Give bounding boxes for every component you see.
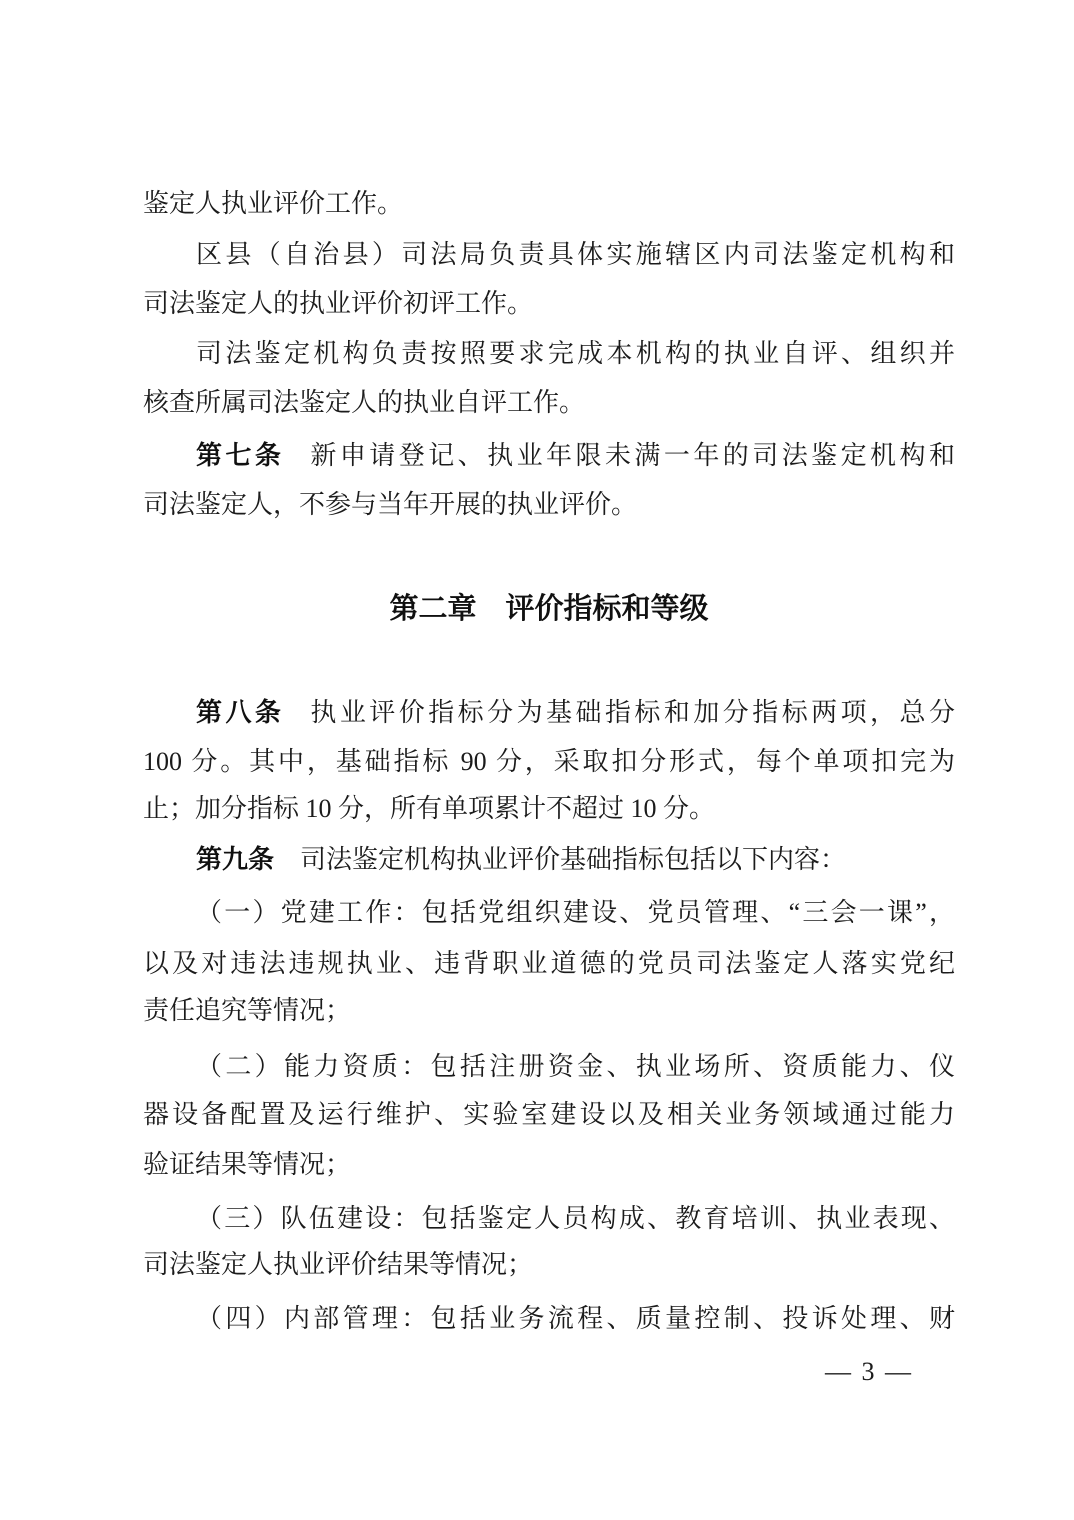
text-line-article-7 bbox=[143, 435, 955, 475]
line-text: 验证结果等情况； bbox=[143, 1150, 352, 1179]
line-text: 以及对违法违规执业、违背职业道德的党员司法鉴定人落实党纪 bbox=[143, 949, 955, 978]
article-label: 第九条 bbox=[196, 844, 275, 874]
line-text: （四）内部管理：包括业务流程、质量控制、投诉处理、财 bbox=[196, 1304, 955, 1333]
line-text: （一）党建工作：包括党组织建设、党员管理、“三会一课”， bbox=[196, 898, 955, 927]
line-text: （三）队伍建设：包括鉴定人员构成、教育培训、执业表现、 bbox=[196, 1204, 955, 1233]
text-line-item-2 bbox=[143, 1047, 955, 1087]
chapter-heading: 第二章 评价指标和等级 bbox=[389, 593, 709, 625]
text-line-article-9 bbox=[143, 839, 955, 879]
line-text: 止；加分指标 10 分，所有单项累计不超过 10 分。 bbox=[143, 794, 716, 823]
text-line bbox=[143, 991, 955, 1031]
text-line-item-1 bbox=[143, 893, 955, 933]
line-text: 区县（自治县）司法局负责具体实施辖区内司法鉴定机构和 bbox=[196, 240, 955, 269]
text-line bbox=[143, 334, 955, 374]
line-text: 鉴定人执业评价工作。 bbox=[143, 189, 404, 218]
line-text: 100 分。其中，基础指标 90 分，采取扣分形式，每个单项扣完为 bbox=[143, 747, 955, 776]
text-line bbox=[143, 383, 955, 423]
article-label: 第七条 bbox=[196, 440, 285, 470]
line-text: （二）能力资质：包括注册资金、执业场所、资质能力、仪 bbox=[196, 1052, 955, 1081]
text-line bbox=[143, 184, 955, 224]
line-text: 新申请登记、执业年限未满一年的司法鉴定机构和 bbox=[310, 441, 955, 470]
line-text: 器设备配置及运行维护、实验室建设以及相关业务领域通过能力 bbox=[143, 1100, 955, 1129]
line-text: 司法鉴定人执业评价结果等情况； bbox=[143, 1250, 534, 1279]
text-line bbox=[143, 284, 955, 324]
page-number: — 3 — bbox=[825, 1357, 913, 1386]
line-text: 核查所属司法鉴定人的执业自评工作。 bbox=[143, 388, 586, 417]
text-line-article-8 bbox=[143, 692, 955, 732]
line-text: 执业评价指标分为基础指标和加分指标两项，总分 bbox=[310, 698, 955, 727]
line-text: 责任追究等情况； bbox=[143, 996, 352, 1025]
line-text: 司法鉴定机构执业评价基础指标包括以下内容： bbox=[300, 845, 847, 874]
text-line bbox=[143, 789, 955, 829]
text-line bbox=[143, 1245, 955, 1285]
text-line-item-3 bbox=[143, 1199, 955, 1239]
text-line bbox=[143, 1095, 955, 1135]
text-line bbox=[143, 485, 955, 525]
line-text: 司法鉴定人，不参与当年开展的执业评价。 bbox=[143, 490, 638, 519]
text-line bbox=[143, 742, 955, 782]
text-line bbox=[143, 1145, 955, 1185]
line-text: 司法鉴定机构负责按照要求完成本机构的执业自评、组织并 bbox=[196, 339, 955, 368]
text-line-item-4 bbox=[143, 1299, 955, 1339]
text-line bbox=[143, 235, 955, 275]
article-label: 第八条 bbox=[196, 697, 285, 727]
line-text: 司法鉴定人的执业评价初评工作。 bbox=[143, 289, 534, 318]
text-line bbox=[143, 944, 955, 984]
